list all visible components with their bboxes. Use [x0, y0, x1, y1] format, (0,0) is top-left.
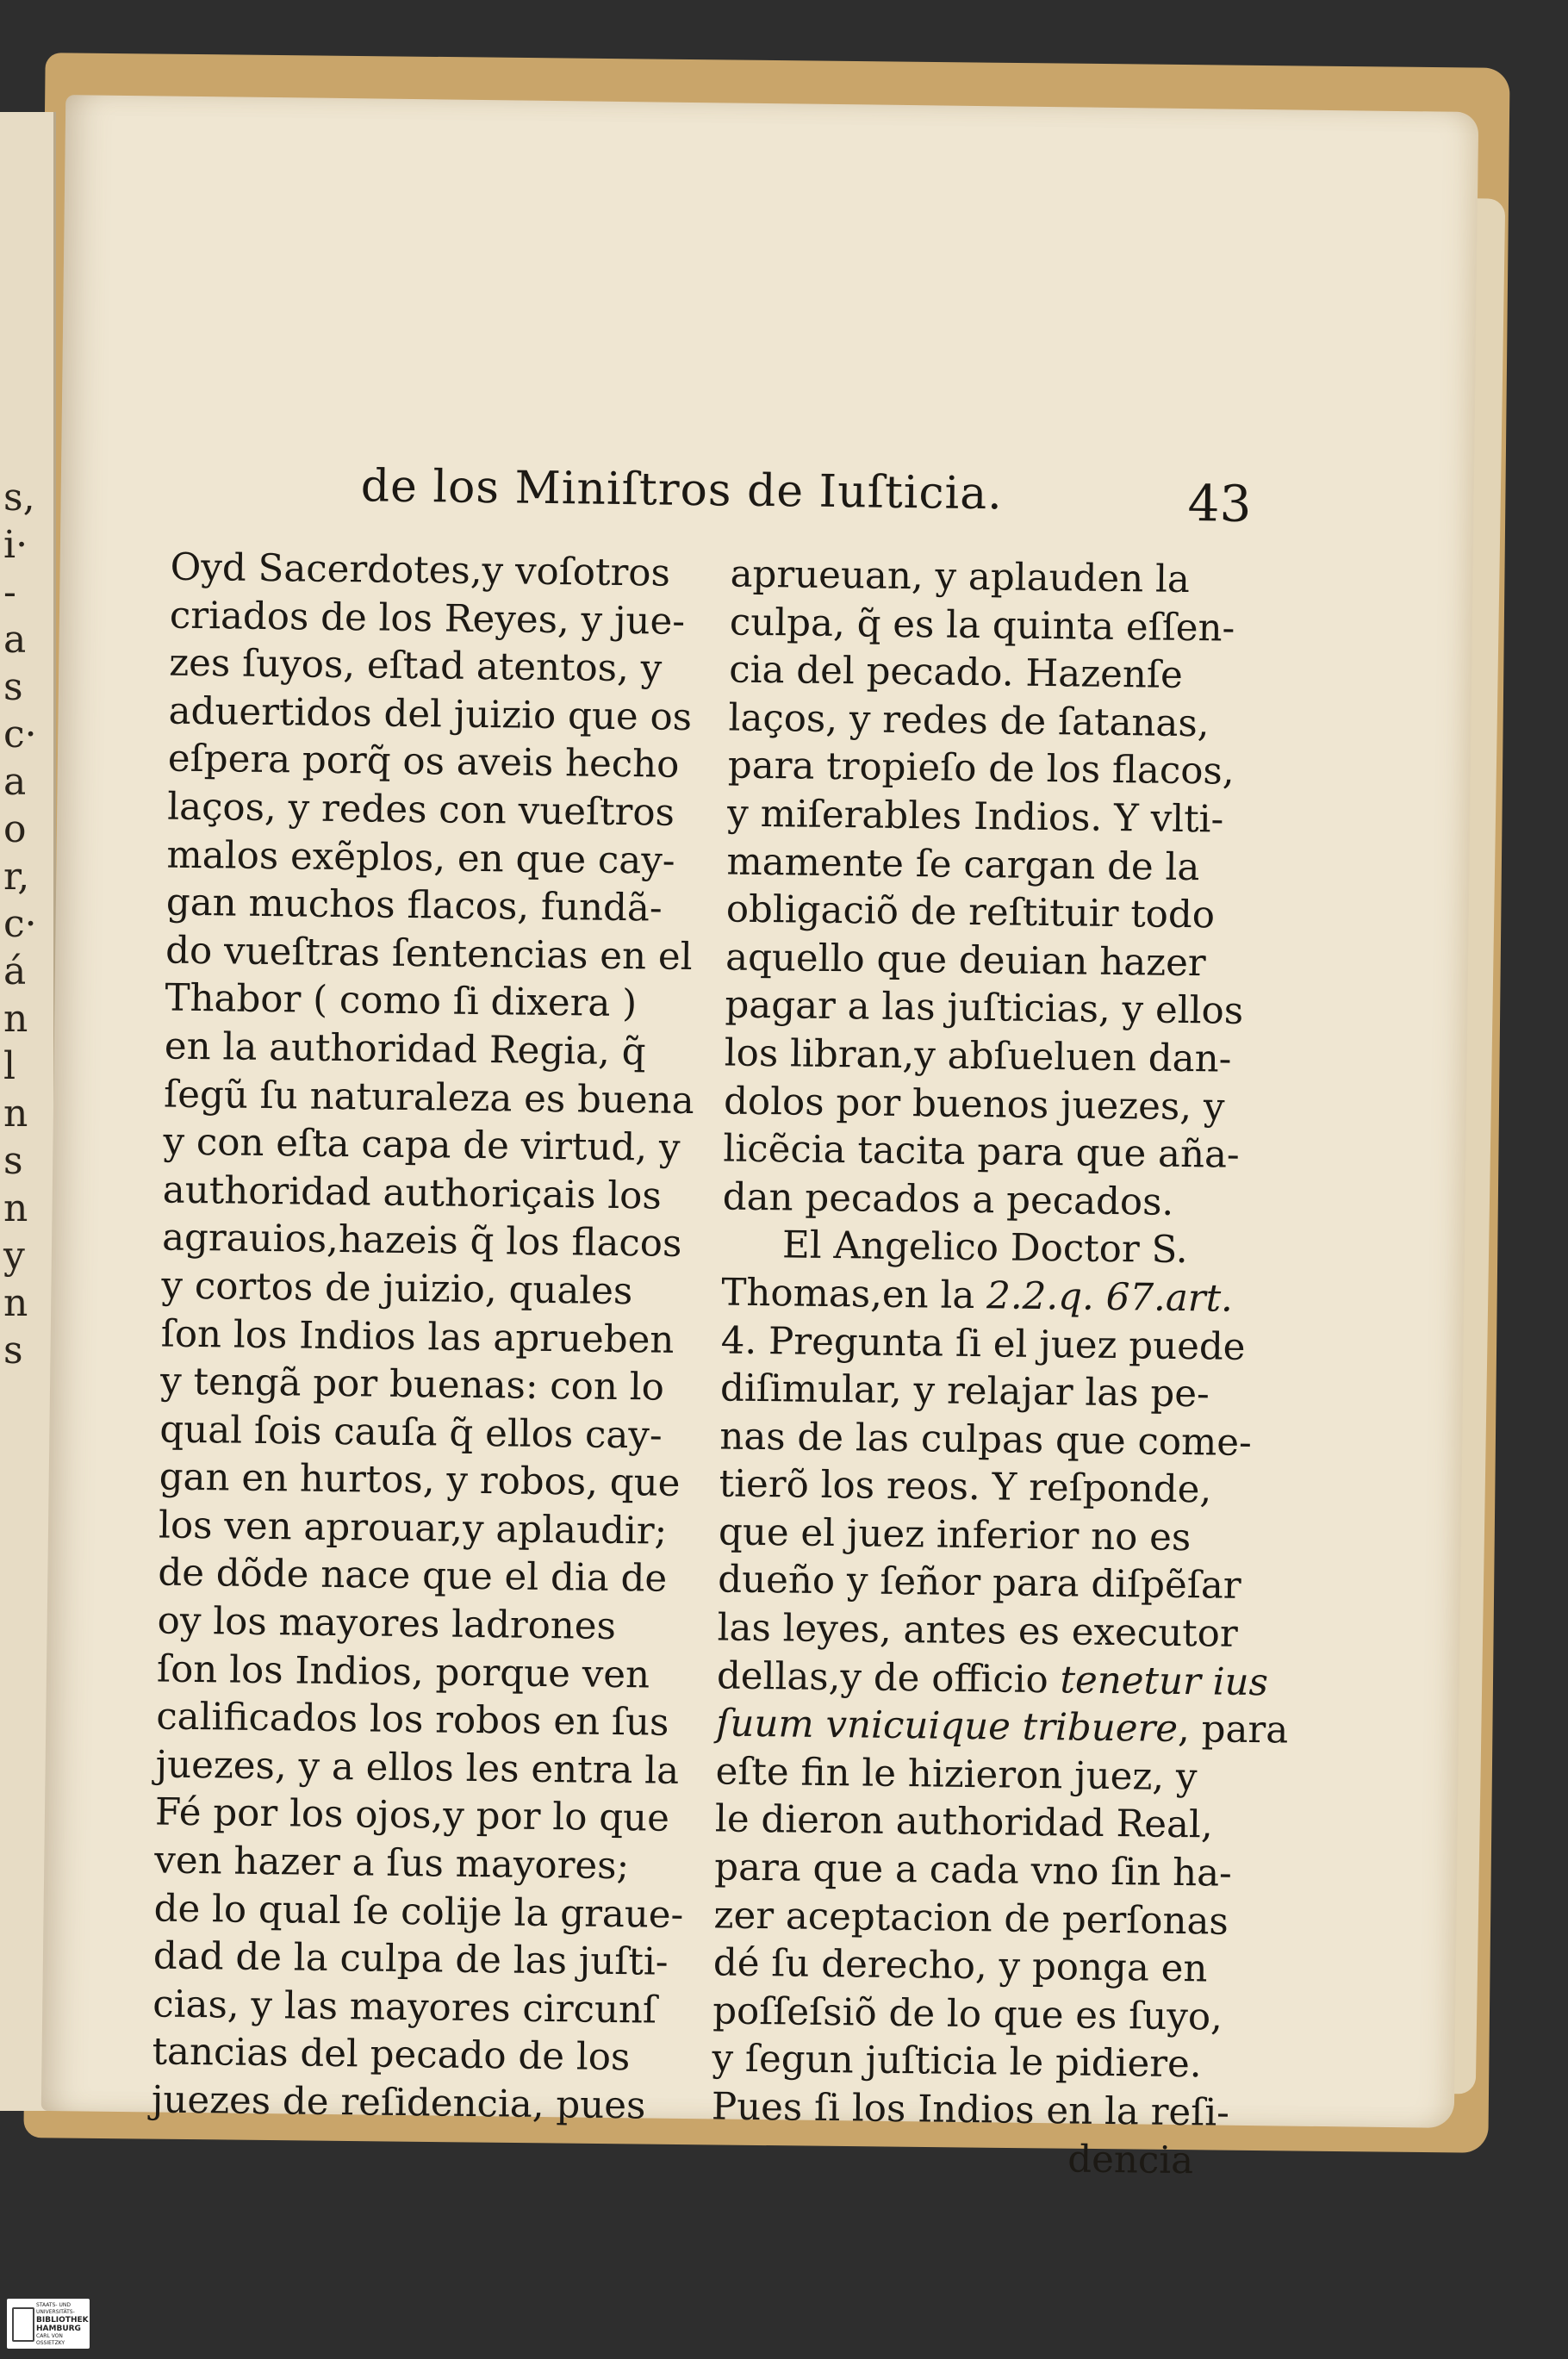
text-line: mamente ſe cargan de la	[726, 840, 1200, 889]
text-line: zer aceptacion de perſonas	[713, 1894, 1229, 1944]
text-line: las leyes, antes es executor	[717, 1606, 1238, 1656]
text-line: aquello que deuian hazer	[725, 936, 1206, 986]
text-line: los libran,y abſueluen dan-	[724, 1031, 1232, 1081]
text-line: dellas,y de officio tenetur ius	[716, 1654, 1269, 1704]
margin-fragment: c·	[3, 713, 37, 756]
text-line: tierõ los reos. Y reſponde,	[719, 1462, 1212, 1512]
margin-fragment: n	[3, 1281, 28, 1325]
text-line: aprueuan, y aplauden la	[730, 552, 1191, 602]
text-line: para tropieſo de los flacos,	[727, 744, 1235, 794]
margin-fragment: n	[3, 997, 28, 1041]
text-line: los ven aprouar,y aplaudir;	[158, 1503, 668, 1553]
text-line: diſimular, y relajar las pe-	[719, 1366, 1210, 1416]
margin-fragment: l	[3, 1044, 16, 1088]
text-line: cias, y las mayores circunſ	[152, 1982, 657, 2032]
text-line: dolos por buenos juezes, y	[723, 1080, 1225, 1130]
text-line: dencia	[1067, 2138, 1194, 2182]
text-line: do vueſtras ſentencias en el	[165, 929, 693, 979]
text-line: y tengã por buenas: con lo	[159, 1360, 665, 1410]
text-line: ven hazer a ſus mayores;	[154, 1839, 630, 1889]
text-line: ſon los Indios, porque ven	[156, 1647, 650, 1697]
text-line: dueño y ſeñor para diſpẽſar	[718, 1558, 1241, 1609]
book-page	[41, 95, 1478, 2182]
text-line: y cortos de juizio, quales	[161, 1264, 633, 1314]
text-line: 4. Pregunta ſi el juez puede	[720, 1318, 1246, 1369]
text-line: Oyd Sacerdotes,y voſotros	[170, 545, 671, 595]
text-line: y ſegun juſticia le pidiere.	[712, 2037, 1202, 2087]
text-line: que el juez inferior no es	[718, 1510, 1192, 1560]
margin-fragment: n	[3, 1186, 28, 1230]
text-line: criados de los Reyes, y jue-	[169, 594, 686, 644]
library-stamp	[7, 2299, 90, 2349]
margin-fragment: s	[3, 1139, 23, 1183]
text-line: ſegũ ſu naturaleza es buena	[163, 1073, 694, 1123]
stamp-line: STAATS- UND UNIVERSITÄTS-	[36, 2302, 75, 2315]
margin-fragment: n	[3, 1092, 28, 1136]
text-line: poſſeſsiõ de lo que es ſuyo,	[712, 1989, 1223, 2039]
text-line: de lo qual ſe colije la graue-	[153, 1887, 684, 1937]
text-line: pagar a las juſticias, y ellos	[725, 983, 1244, 1034]
stamp-line: BIBLIOTHEK	[36, 2316, 89, 2325]
text-line: para que a cada vno ſin ha-	[713, 1845, 1233, 1895]
text-line: y con eſta capa de virtud, y	[163, 1120, 681, 1170]
text-line: de dõde nace que el dia de	[158, 1551, 668, 1602]
text-line: tancias del pecado de los	[152, 2030, 631, 2080]
text-line: El Angelico Doctor S.	[781, 1223, 1188, 1273]
left-page-margin-text	[0, 474, 57, 1374]
text-line: zes ſuyos, eſtad atentos, y	[168, 641, 663, 691]
margin-fragment: s	[3, 665, 23, 709]
text-line: laços, y redes de ſatanas,	[728, 696, 1210, 746]
text-line: ſon los Indios las aprueben	[160, 1312, 675, 1362]
left-column	[151, 545, 694, 2132]
margin-fragment: a	[3, 760, 27, 804]
text-line: culpa, q̃ es la quinta eſſen-	[729, 601, 1235, 650]
margin-fragment: i·	[3, 523, 28, 567]
text-area	[151, 458, 1289, 2182]
text-line: calificados los robos en ſus	[156, 1695, 669, 1746]
margin-fragment: á	[3, 949, 27, 993]
right-column	[711, 551, 1289, 2186]
text-line: dan pecados a pecados.	[722, 1175, 1174, 1224]
margin-fragment: -	[3, 570, 16, 614]
text-line: cia del pecado. Hazenſe	[728, 648, 1184, 698]
stamp-line: CARL VON OSSIETZKY	[36, 2333, 65, 2346]
text-line: agrauios,hazeis q̃ los flacos	[161, 1216, 682, 1267]
text-line: nas de las culpas que come-	[719, 1415, 1253, 1465]
stamp-line: HAMBURG	[36, 2325, 81, 2333]
text-line: Fé por los ojos,y por lo que	[154, 1790, 670, 1841]
text-line: Thabor ( como ſi dixera )	[165, 976, 638, 1026]
text-line: qual ſois cauſa q̃ ellos cay-	[159, 1408, 663, 1458]
margin-fragment: o	[3, 807, 27, 851]
text-line: eſte fin le hizieron juez, y	[715, 1750, 1198, 1800]
page-number: 43	[1187, 474, 1252, 533]
text-line: le dieron authoridad Real,	[714, 1797, 1213, 1847]
text-line: Pues ſi los Indios en la reſi-	[711, 2085, 1230, 2135]
text-line: Thomas,en la 2.2.q. 67.art.	[721, 1271, 1234, 1321]
text-line: dé ſu derecho, y ponga en	[712, 1941, 1208, 1991]
text-line: y miſerables Indios. Y vlti-	[726, 792, 1224, 842]
margin-fragment: a	[3, 618, 27, 662]
margin-fragment: s	[3, 1329, 23, 1372]
text-line: en la authoridad Regia, q̃	[164, 1024, 646, 1074]
text-line: juezes, y a ellos les entra la	[155, 1743, 680, 1793]
running-head: de los Miniſtros de Iuſticia.	[360, 460, 1004, 520]
text-line: obligaciõ de reſtituir todo	[725, 887, 1216, 937]
text-line: aduertidos del juizio que os	[168, 689, 693, 739]
text-line: licẽcia tacita para que aña-	[723, 1127, 1240, 1177]
text-line: juezes de reſidencia, pues	[151, 2078, 646, 2128]
text-line: malos exẽplos, en que cay-	[166, 833, 675, 883]
text-line: authoridad authoriçais los	[162, 1168, 663, 1218]
text-line: oy los mayores ladrones	[157, 1599, 617, 1649]
margin-fragment: y	[3, 1234, 25, 1278]
text-line: dad de la culpa de las juſti-	[152, 1934, 669, 1984]
text-line: gan muchos flacos, fundã-	[165, 881, 663, 931]
text-line: ſuum vnicuique tribuere, para	[716, 1702, 1289, 1752]
text-line: gan en hurtos, y robos, que	[159, 1455, 681, 1506]
margin-fragment: c·	[3, 902, 37, 946]
text-line: laços, y redes con vueſtros	[166, 785, 675, 835]
margin-fragment: s,	[3, 476, 35, 520]
text-line: eſpera porq̃ os aveis hecho	[167, 737, 680, 787]
margin-fragment: r,	[3, 855, 30, 899]
